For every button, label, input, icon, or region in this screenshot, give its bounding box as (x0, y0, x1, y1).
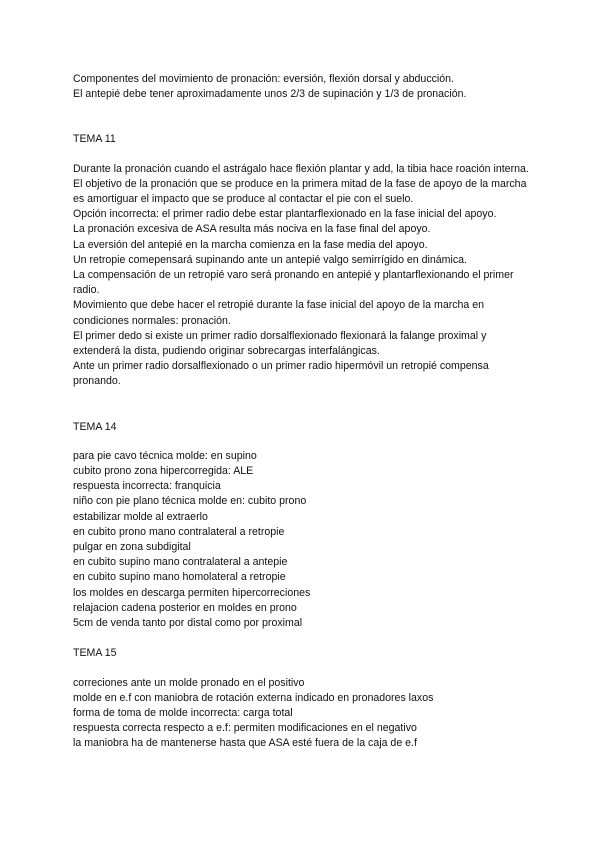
list-line: correciones ante un molde pronado en el positivo (73, 676, 305, 689)
list-line: respuesta correcta respecto a e.f: permiten modificaciones en el negativo (73, 722, 417, 735)
tema-11-section (73, 132, 533, 389)
document-page (73, 72, 533, 752)
list-line: cubito prono zona hipercorregida: ALE (73, 465, 254, 478)
list-line: la maniobra ha de mantenerse hasta que ASA esté fuera de la caja de e.f (73, 737, 417, 750)
list-line: relajacion cadena posterior en moldes en prono (73, 601, 297, 614)
list-line: 5cm de venda tanto por distal como por proximal (73, 617, 303, 630)
paragraph-line: La pronación excesiva de ASA resulta más nociva en la fase final del apoyo. (73, 223, 431, 236)
paragraph-line: El objetivo de la pronación que se produce en la primera mitad de la fase de apoyo de la marcha es amortiguar el impacto que se produce al contactar el pie con el suelo. (73, 177, 527, 206)
paragraph-line: Opción incorrecta: el primer radio debe estar plantarflexionado en la fase inicial del apoyo. (73, 208, 497, 221)
list-line: estabilizar molde al extraerlo (73, 510, 208, 523)
list-line: los moldes en descarga permiten hipercorreciones (73, 586, 311, 599)
list-line: en cubito supino mano homolateral a retropie (73, 571, 286, 584)
list-line: en cubito supino mano contralateral a antepie (73, 556, 288, 569)
list-line: molde en e.f con maniobra de rotación externa indicado en pronadores laxos (73, 691, 434, 704)
paragraph-line: El primer dedo si existe un primer radio dorsalflexionado flexionará la falange proximal y extenderá la dista, pudiendo originar sobrecargas interfalángicas. (73, 329, 487, 358)
section-heading: TEMA 14 (73, 420, 117, 433)
tema-14-section (73, 420, 533, 632)
paragraph-line: La compensación de un retropié varo será pronando en antepié y plantarflexionando el primer radio. (73, 269, 514, 297)
section-heading: TEMA 15 (73, 647, 117, 660)
paragraph-line: Ante un primer radio dorsalflexionado o un primer radio hipermóvil un retropié compensa pronando. (73, 360, 489, 388)
intro-section (73, 72, 533, 102)
list-line: niño con pie plano técnica molde en: cubito prono (73, 495, 307, 508)
paragraph-line: Movimiento que debe hacer el retropié durante la fase inicial del apoyo de la marcha en condiciones normales: pronación. (73, 299, 485, 327)
list-line: para pie cavo técnica molde: en supino (73, 449, 257, 462)
tema-15-section (73, 646, 533, 751)
intro-line: Componentes del movimiento de pronación: eversión, flexión dorsal y abducción. (73, 73, 455, 85)
intro-line: El antepié debe tener aproximadamente unos 2/3 de supinación y 1/3 de pronación. (73, 88, 467, 101)
list-line: forma de toma de molde incorrecta: carga total (73, 706, 293, 719)
list-line: pulgar en zona subdigital (73, 541, 191, 554)
paragraph-line: La eversión del antepié en la marcha comienza en la fase media del apoyo. (73, 238, 428, 251)
paragraph-line: Un retropie comepensará supinando ante un antepié valgo semirrígido en dinámica. (73, 253, 467, 266)
section-heading: TEMA 11 (73, 133, 116, 146)
paragraph-line: Durante la pronación cuando el astrágalo hace flexión plantar y add, la tibia hace roación interna. (73, 162, 529, 175)
list-line: en cubito prono mano contralateral a retropie (73, 525, 285, 538)
list-line: respuesta incorrecta: franquicia (73, 480, 221, 493)
